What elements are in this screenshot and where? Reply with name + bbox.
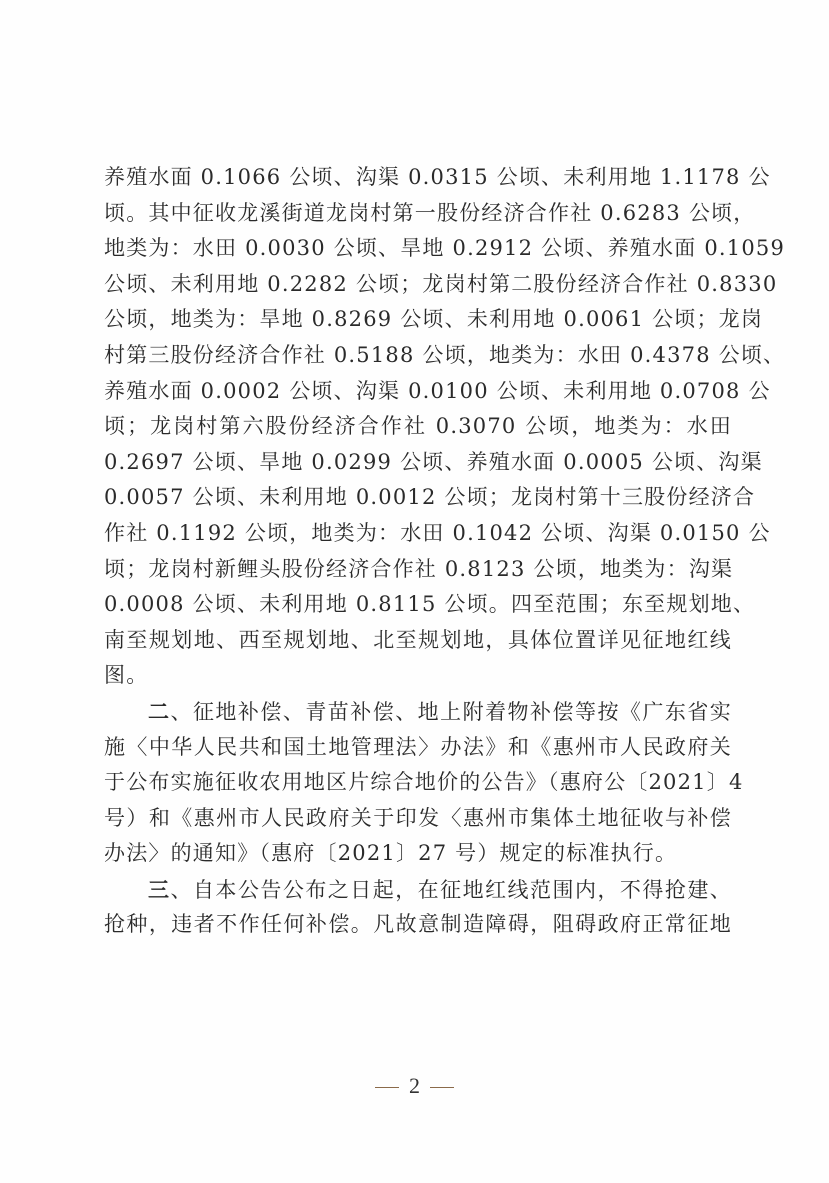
text-line xyxy=(104,872,732,908)
section-number: 二 xyxy=(148,698,171,724)
text-line: 于公布实施征收农用地区片综合地价的公告》（惠府公〔2021〕4 xyxy=(104,770,744,795)
text-line: 施〈中华人民共和国土地管理法〉办法》和《惠州市人民政府关 xyxy=(104,734,732,759)
section-text: 、自本公告公布之日起，在征地红线范围内，不得抢建、 xyxy=(170,877,733,902)
dash-decoration xyxy=(430,1087,454,1088)
section-text: 、征地补偿、青苗补偿、地上附着物补偿等按《广东省实 xyxy=(170,699,733,724)
text-line: 顷；龙岗村新鲤头股份经济合作社 0.8123 公顷，地类为：沟渠 xyxy=(104,556,734,581)
text-line: 顷；龙岗村第六股份经济合作社 0.3070 公顷，地类为：水田 xyxy=(104,414,732,439)
text-line: 顷。其中征收龙溪街道龙岗村第一股份经济合作社 0.6283 公顷， xyxy=(104,200,756,225)
text-line: 地类为：水田 0.0030 公顷、旱地 0.2912 公顷、养殖水面 0.1059 xyxy=(104,236,786,261)
text-line: 0.0008 公顷、未利用地 0.8115 公顷。四至范围；东至规划地、 xyxy=(104,592,756,617)
document-body xyxy=(104,160,786,943)
text-line xyxy=(104,694,732,730)
text-line: 号）和《惠州市人民政府关于印发〈惠州市集体土地征收与补偿 xyxy=(104,805,732,830)
text-line: 养殖水面 0.1066 公顷、沟渠 0.0315 公顷、未利用地 1.1178 公 xyxy=(104,165,771,189)
section-prohibition xyxy=(104,872,732,943)
text-line: 作社 0.1192 公顷，地类为：水田 0.1042 公顷、沟渠 0.0150 公 xyxy=(104,520,771,545)
text-line: 图。 xyxy=(104,663,149,688)
text-line: 办法〉的通知》（惠府〔2021〕27 号）规定的标准执行。 xyxy=(104,841,678,866)
text-line: 养殖水面 0.0002 公顷、沟渠 0.0100 公顷、未利用地 0.0708 公 xyxy=(104,378,771,403)
text-line: 0.0057 公顷、未利用地 0.0012 公顷；龙岗村第十三股份经济合 xyxy=(104,485,756,510)
dash-decoration xyxy=(375,1087,399,1088)
text-line: 抢种，违者不作任何补偿。凡故意制造障碍，阻碍政府正常征地 xyxy=(104,912,732,937)
section-number: 三 xyxy=(148,876,171,902)
text-line: 公顷、未利用地 0.2282 公顷；龙岗村第二股份经济合作社 0.8330 xyxy=(104,271,778,296)
page-number: 2 xyxy=(409,1073,420,1098)
section-compensation xyxy=(104,694,744,872)
paragraph-land-details xyxy=(104,160,786,694)
text-line: 村第三股份经济合作社 0.5188 公顷，地类为：水田 0.4378 公顷、 xyxy=(104,342,786,367)
text-line: 0.2697 公顷、旱地 0.0299 公顷、养殖水面 0.0005 公顷、沟渠 xyxy=(104,449,763,474)
text-line: 南至规划地、西至规划地、北至规划地，具体位置详见征地红线 xyxy=(104,627,732,652)
text-line: 公顷，地类为：旱地 0.8269 公顷、未利用地 0.0061 公顷；龙岗 xyxy=(104,307,764,332)
page-number-footer xyxy=(0,1073,829,1099)
